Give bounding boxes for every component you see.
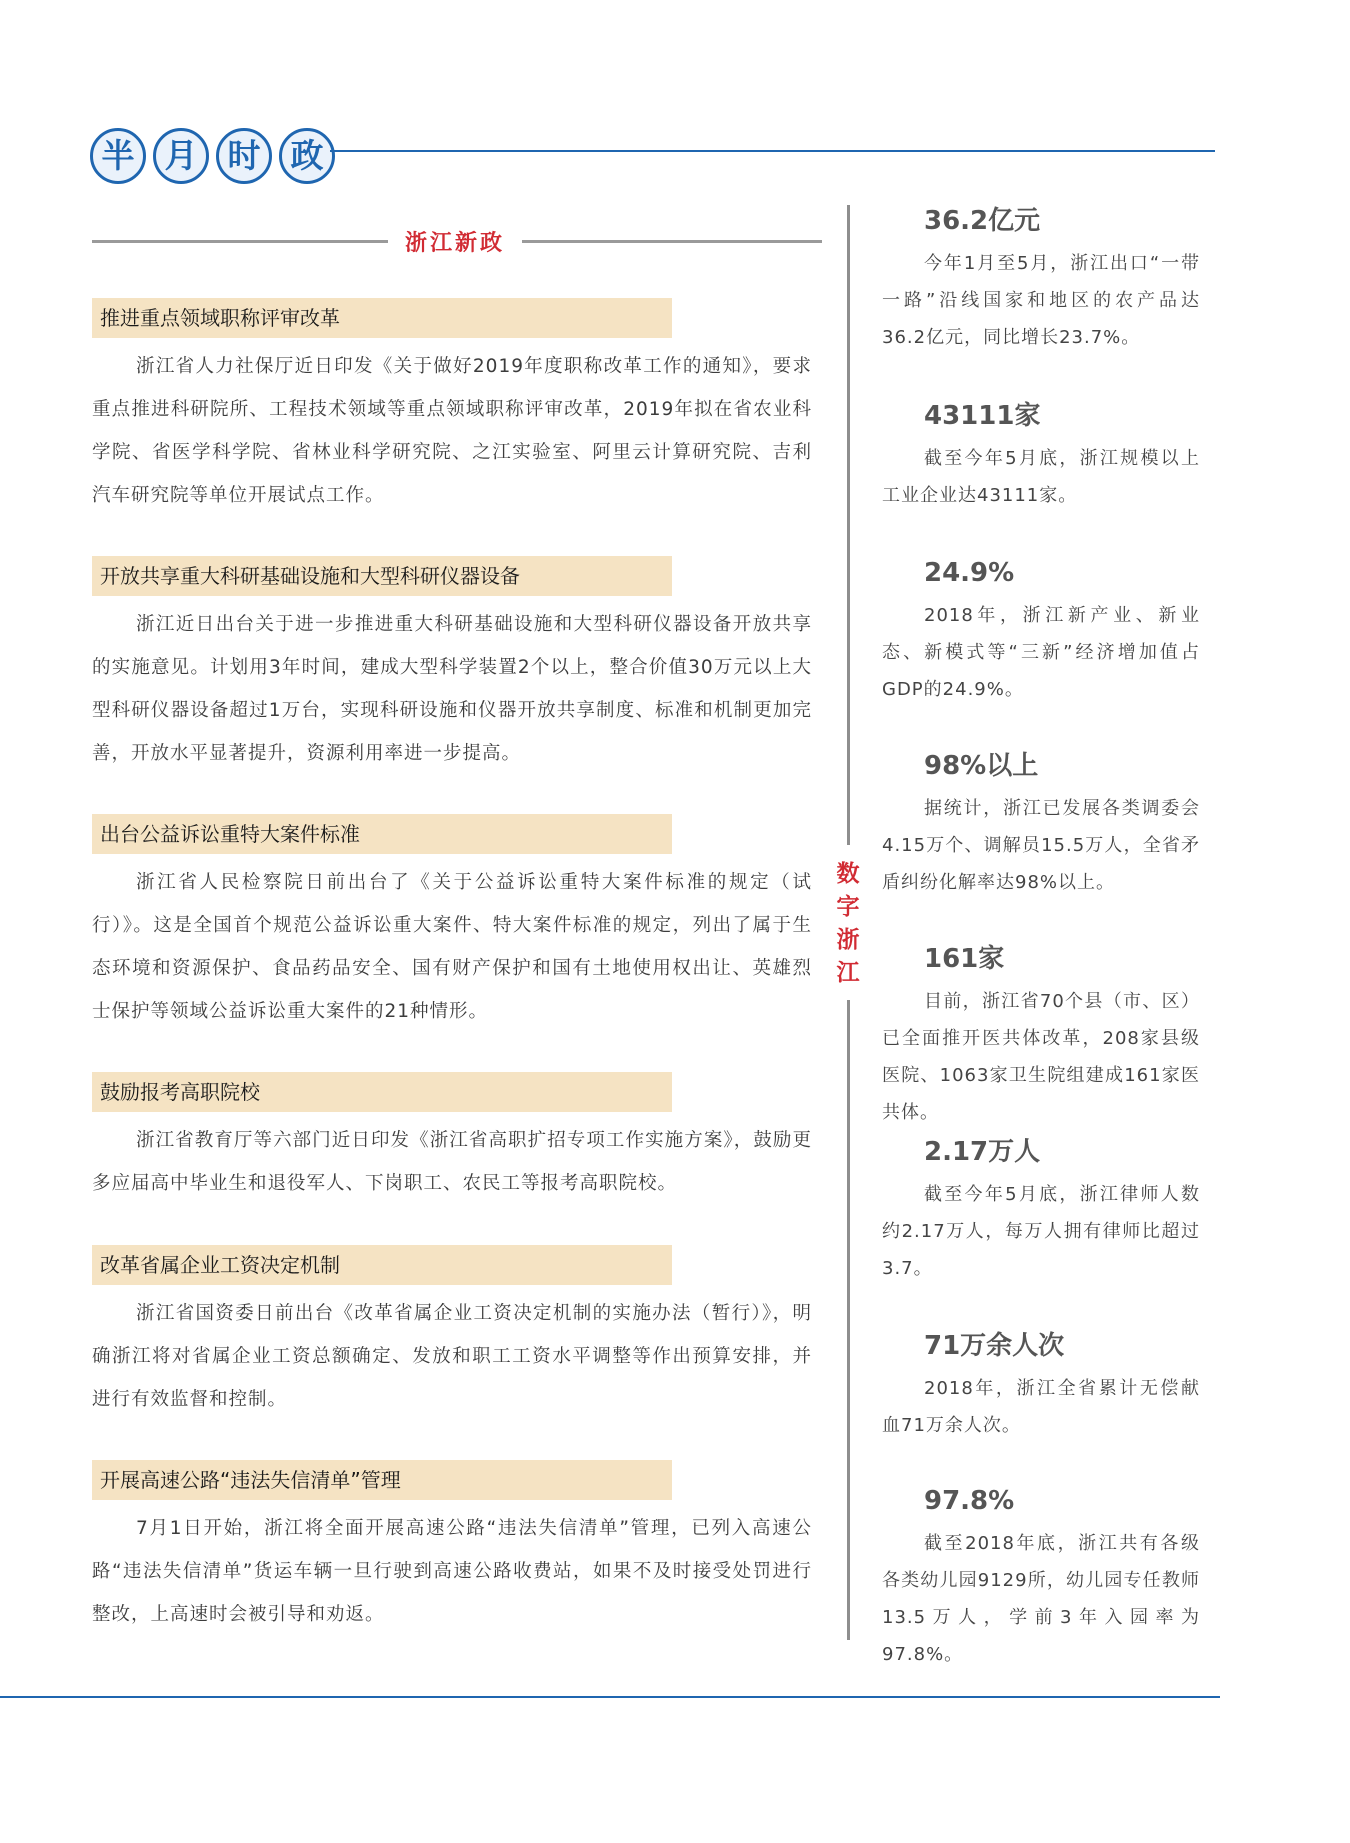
news-body: 浙江省人力社保厅近日印发《关于做好2019年度职称改革工作的通知》，要求重点推进科研院所、工程技术领域等重点领域职称评审改革，2019年拟在省农业科学院、省医学科学院、省林业科学研究院、之江实验室、阿里云计算研究院、吉利汽车研究院等单位开展试点工作。 [92, 356, 812, 506]
news-body: 7月1日开始，浙江将全面开展高速公路“违法失信清单”管理，已列入高速公路“违法失信清单”货运车辆一旦行驶到高速公路收费站，如果不及时接受处罚进行整改，上高速时会被引导和劝返。 [92, 1518, 812, 1625]
news-body: 浙江近日出台关于进一步推进重大科研基础设施和大型科研仪器设备开放共享的实施意见。计划用3年时间，建成大型科学装置2个以上，整合价值30万元以上大型科研仪器设备超过1万台，实现科研设施和仪器开放共享制度、标准和机制更加完善，开放水平显著提升，资源利用率进一步提高。 [92, 614, 812, 764]
section-rule-right [522, 240, 822, 243]
masthead-char-1: 半 [90, 128, 146, 184]
stat-description: 据统计，浙江已发展各类调委会4.15万个、调解员15.5万人，全省矛盾纠纷化解率达98%以上。 [882, 798, 1200, 893]
news-item [92, 1245, 812, 1421]
data-section-label-char: 江 [836, 960, 860, 986]
news-body: 浙江省国资委日前出台《改革省属企业工资决定机制的实施办法（暂行）》，明确浙江将对省属企业工资总额确定、发放和职工工资水平调整等作出预算安排，并进行有效监督和控制。 [92, 1303, 812, 1410]
news-title: 出台公益诉讼重特大案件标准 [92, 814, 672, 854]
section-title: 浙江新政 [404, 231, 505, 256]
column-divider-bottom [847, 1000, 850, 1640]
stat-value: 36.2亿元 [924, 206, 1041, 236]
stat-description: 今年1月至5月，浙江出口“一带一路”沿线国家和地区的农产品达36.2亿元，同比增长23.7%。 [882, 253, 1200, 348]
stat-value: 161家 [924, 944, 1005, 974]
news-item [92, 814, 812, 1033]
stat-block [882, 400, 1200, 514]
data-section-label-char: 字 [836, 894, 860, 920]
stat-block [882, 1330, 1200, 1444]
stat-description: 目前，浙江省70个县（市、区）已全面推开医共体改革，208家县级医院、1063家卫生院组建成161家医共体。 [882, 991, 1200, 1123]
stat-description: 2018年，浙江全省累计无偿献血71万余人次。 [882, 1378, 1200, 1436]
news-body: 浙江省人民检察院日前出台了《关于公益诉讼重特大案件标准的规定（试行）》。这是全国首个规范公益诉讼重大案件、特大案件标准的规定，列出了属于生态环境和资源保护、食品药品安全、国有财产保护和国有土地使用权出让、英雄烈士保护等领域公益诉讼重大案件的21种情形。 [92, 872, 812, 1022]
news-title: 开放共享重大科研基础设施和大型科研仪器设备 [92, 556, 672, 596]
stat-value: 98%以上 [924, 751, 1039, 781]
stat-value: 24.9% [924, 558, 1015, 588]
data-section-label-char: 数 [836, 861, 860, 887]
stat-block [882, 1485, 1200, 1673]
data-section-label-char: 浙 [836, 927, 860, 953]
news-item [92, 556, 812, 775]
footer-rule [0, 1696, 1220, 1698]
data-section-label [833, 858, 863, 990]
stat-block [882, 943, 1200, 1131]
news-title: 鼓励报考高职院校 [92, 1072, 672, 1112]
stat-block [882, 205, 1200, 356]
masthead-rule [330, 150, 1215, 152]
news-item [92, 1460, 812, 1636]
masthead-char-3: 时 [216, 128, 272, 184]
stat-block [882, 557, 1200, 708]
stat-value: 97.8% [924, 1486, 1015, 1516]
news-item [92, 298, 812, 517]
column-divider-top [847, 205, 850, 845]
stat-description: 2018年，浙江新产业、新业态、新模式等“三新”经济增加值占GDP的24.9%。 [882, 605, 1200, 700]
section-rule-left [92, 240, 388, 243]
news-title: 改革省属企业工资决定机制 [92, 1245, 672, 1285]
stat-block [882, 750, 1200, 901]
news-body: 浙江省教育厅等六部门近日印发《浙江省高职扩招专项工作实施方案》，鼓励更多应届高中毕业生和退役军人、下岗职工、农民工等报考高职院校。 [92, 1130, 812, 1194]
stat-description: 截至今年5月底，浙江律师人数约2.17万人，每万人拥有律师比超过3.7。 [882, 1184, 1200, 1279]
masthead-char-4: 政 [279, 128, 335, 184]
stat-value: 43111家 [924, 401, 1041, 431]
stat-block [882, 1136, 1200, 1287]
masthead-char-2: 月 [153, 128, 209, 184]
stat-description: 截至今年5月底，浙江规模以上工业企业达43111家。 [882, 448, 1200, 506]
stat-value: 2.17万人 [924, 1137, 1041, 1167]
news-item [92, 1072, 812, 1205]
news-title: 推进重点领域职称评审改革 [92, 298, 672, 338]
news-title: 开展高速公路“违法失信清单”管理 [92, 1460, 672, 1500]
stat-value: 71万余人次 [924, 1331, 1065, 1361]
stat-description: 截至2018年底，浙江共有各级各类幼儿园9129所，幼儿园专任教师13.5万人，学前3年入园率为97.8%。 [882, 1533, 1200, 1665]
